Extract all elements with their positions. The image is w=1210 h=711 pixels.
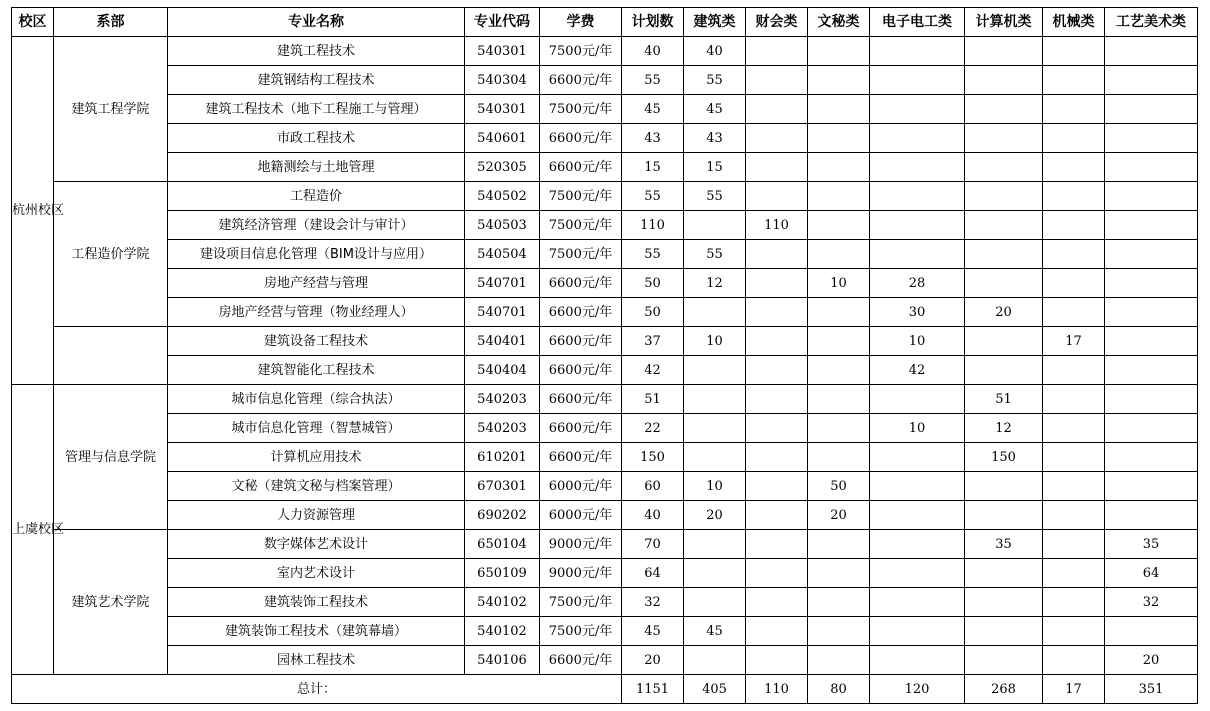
tuition-cell: 6600元/年 bbox=[540, 414, 622, 443]
mechanical-cell: 17 bbox=[1043, 327, 1105, 356]
arts-cell: 35 bbox=[1105, 530, 1198, 559]
table-row bbox=[12, 153, 1198, 182]
accounting-cell bbox=[746, 153, 808, 182]
accounting-cell bbox=[746, 240, 808, 269]
electrical-cell bbox=[870, 617, 965, 646]
accounting-cell bbox=[746, 617, 808, 646]
accounting-cell bbox=[746, 588, 808, 617]
arts-cell bbox=[1105, 617, 1198, 646]
major-code-cell: 650109 bbox=[465, 559, 540, 588]
accounting-cell bbox=[746, 327, 808, 356]
computer-cell bbox=[965, 211, 1043, 240]
mechanical-cell bbox=[1043, 443, 1105, 472]
major-code-cell: 540404 bbox=[465, 356, 540, 385]
plan-count-cell: 22 bbox=[622, 414, 684, 443]
major-name-cell: 城市信息化管理（智慧城管） bbox=[168, 414, 465, 443]
secretary-cell bbox=[808, 530, 870, 559]
total-value-cell: 1151 bbox=[622, 675, 684, 704]
tuition-cell: 6600元/年 bbox=[540, 66, 622, 95]
secretary-cell bbox=[808, 646, 870, 675]
plan-count-cell: 64 bbox=[622, 559, 684, 588]
table-row bbox=[12, 356, 1198, 385]
electrical-cell bbox=[870, 530, 965, 559]
construction-cell bbox=[684, 646, 746, 675]
computer-cell bbox=[965, 240, 1043, 269]
arts-cell bbox=[1105, 298, 1198, 327]
tuition-cell: 7500元/年 bbox=[540, 37, 622, 66]
major-name-cell: 建筑工程技术 bbox=[168, 37, 465, 66]
table-row bbox=[12, 269, 1198, 298]
mechanical-cell bbox=[1043, 182, 1105, 211]
construction-cell: 10 bbox=[684, 472, 746, 501]
total-value-cell: 17 bbox=[1043, 675, 1105, 704]
header-row bbox=[12, 8, 1198, 37]
tuition-cell: 9000元/年 bbox=[540, 530, 622, 559]
construction-cell bbox=[684, 298, 746, 327]
table-row bbox=[12, 124, 1198, 153]
major-name-cell: 房地产经营与管理（物业经理人） bbox=[168, 298, 465, 327]
computer-cell: 150 bbox=[965, 443, 1043, 472]
computer-cell: 51 bbox=[965, 385, 1043, 414]
accounting-cell bbox=[746, 385, 808, 414]
major-name-cell: 工程造价 bbox=[168, 182, 465, 211]
table-row bbox=[12, 211, 1198, 240]
arts-cell: 32 bbox=[1105, 588, 1198, 617]
accounting-cell bbox=[746, 124, 808, 153]
table-row bbox=[12, 66, 1198, 95]
construction-cell: 15 bbox=[684, 153, 746, 182]
construction-cell: 12 bbox=[684, 269, 746, 298]
major-name-cell: 室内艺术设计 bbox=[168, 559, 465, 588]
major-code-cell: 540401 bbox=[465, 327, 540, 356]
plan-count-cell: 50 bbox=[622, 269, 684, 298]
header-computer: 计算机类 bbox=[965, 8, 1043, 37]
accounting-cell bbox=[746, 298, 808, 327]
header-accounting: 财会类 bbox=[746, 8, 808, 37]
accounting-cell bbox=[746, 37, 808, 66]
tuition-cell: 6600元/年 bbox=[540, 269, 622, 298]
header-tuition: 学费 bbox=[540, 8, 622, 37]
plan-count-cell: 110 bbox=[622, 211, 684, 240]
header-department: 系部 bbox=[54, 8, 168, 37]
secretary-cell bbox=[808, 95, 870, 124]
plan-count-cell: 15 bbox=[622, 153, 684, 182]
secretary-cell bbox=[808, 617, 870, 646]
computer-cell bbox=[965, 182, 1043, 211]
electrical-cell: 10 bbox=[870, 327, 965, 356]
table-row bbox=[12, 385, 1198, 414]
construction-cell: 10 bbox=[684, 327, 746, 356]
header-arts: 工艺美术类 bbox=[1105, 8, 1198, 37]
arts-cell bbox=[1105, 211, 1198, 240]
major-code-cell: 540106 bbox=[465, 646, 540, 675]
tuition-cell: 7500元/年 bbox=[540, 211, 622, 240]
tuition-cell: 9000元/年 bbox=[540, 559, 622, 588]
arts-cell bbox=[1105, 443, 1198, 472]
arts-cell bbox=[1105, 501, 1198, 530]
construction-cell: 43 bbox=[684, 124, 746, 153]
mechanical-cell bbox=[1043, 646, 1105, 675]
mechanical-cell bbox=[1043, 153, 1105, 182]
tuition-cell: 6600元/年 bbox=[540, 327, 622, 356]
secretary-cell bbox=[808, 559, 870, 588]
tuition-cell: 7500元/年 bbox=[540, 617, 622, 646]
plan-count-cell: 45 bbox=[622, 617, 684, 646]
major-name-cell: 市政工程技术 bbox=[168, 124, 465, 153]
arts-cell bbox=[1105, 182, 1198, 211]
total-value-cell: 405 bbox=[684, 675, 746, 704]
computer-cell: 20 bbox=[965, 298, 1043, 327]
computer-cell bbox=[965, 95, 1043, 124]
plan-count-cell: 55 bbox=[622, 182, 684, 211]
secretary-cell bbox=[808, 414, 870, 443]
major-name-cell: 园林工程技术 bbox=[168, 646, 465, 675]
header-secretary: 文秘类 bbox=[808, 8, 870, 37]
table-row bbox=[12, 559, 1198, 588]
arts-cell bbox=[1105, 153, 1198, 182]
major-name-cell: 建筑钢结构工程技术 bbox=[168, 66, 465, 95]
major-name-cell: 建筑经济管理（建设会计与审计） bbox=[168, 211, 465, 240]
table-row bbox=[12, 588, 1198, 617]
major-code-cell: 540102 bbox=[465, 617, 540, 646]
plan-count-cell: 51 bbox=[622, 385, 684, 414]
major-code-cell: 540301 bbox=[465, 95, 540, 124]
electrical-cell bbox=[870, 472, 965, 501]
computer-cell bbox=[965, 269, 1043, 298]
major-name-cell: 建筑工程技术（地下工程施工与管理） bbox=[168, 95, 465, 124]
computer-cell bbox=[965, 327, 1043, 356]
mechanical-cell bbox=[1043, 37, 1105, 66]
accounting-cell bbox=[746, 530, 808, 559]
accounting-cell bbox=[746, 95, 808, 124]
secretary-cell bbox=[808, 385, 870, 414]
header-mechanical: 机械类 bbox=[1043, 8, 1105, 37]
department-cell: 工程造价学院 bbox=[54, 182, 168, 327]
tuition-cell: 6600元/年 bbox=[540, 385, 622, 414]
plan-count-cell: 32 bbox=[622, 588, 684, 617]
tuition-cell: 6600元/年 bbox=[540, 298, 622, 327]
major-name-cell: 房地产经营与管理 bbox=[168, 269, 465, 298]
arts-cell bbox=[1105, 269, 1198, 298]
major-code-cell: 670301 bbox=[465, 472, 540, 501]
header-campus: 校区 bbox=[12, 8, 54, 37]
major-code-cell: 650104 bbox=[465, 530, 540, 559]
major-name-cell: 建筑智能化工程技术 bbox=[168, 356, 465, 385]
major-code-cell: 540304 bbox=[465, 66, 540, 95]
mechanical-cell bbox=[1043, 617, 1105, 646]
total-label: 总计： bbox=[12, 675, 622, 704]
tuition-cell: 6600元/年 bbox=[540, 443, 622, 472]
construction-cell bbox=[684, 588, 746, 617]
electrical-cell: 10 bbox=[870, 414, 965, 443]
accounting-cell bbox=[746, 269, 808, 298]
construction-cell bbox=[684, 559, 746, 588]
computer-cell bbox=[965, 617, 1043, 646]
major-code-cell: 540301 bbox=[465, 37, 540, 66]
major-name-cell: 人力资源管理 bbox=[168, 501, 465, 530]
major-code-cell: 540701 bbox=[465, 298, 540, 327]
major-name-cell: 建设项目信息化管理（BIM设计与应用） bbox=[168, 240, 465, 269]
arts-cell bbox=[1105, 385, 1198, 414]
arts-cell bbox=[1105, 37, 1198, 66]
plan-count-cell: 43 bbox=[622, 124, 684, 153]
enrollment-plan-table bbox=[11, 7, 1198, 704]
accounting-cell: 110 bbox=[746, 211, 808, 240]
accounting-cell bbox=[746, 66, 808, 95]
plan-count-cell: 42 bbox=[622, 356, 684, 385]
electrical-cell bbox=[870, 66, 965, 95]
construction-cell bbox=[684, 414, 746, 443]
header-electrical: 电子电工类 bbox=[870, 8, 965, 37]
secretary-cell bbox=[808, 37, 870, 66]
electrical-cell: 28 bbox=[870, 269, 965, 298]
mechanical-cell bbox=[1043, 298, 1105, 327]
tuition-cell: 7500元/年 bbox=[540, 240, 622, 269]
major-code-cell: 540701 bbox=[465, 269, 540, 298]
electrical-cell bbox=[870, 37, 965, 66]
tuition-cell: 6600元/年 bbox=[540, 646, 622, 675]
computer-cell bbox=[965, 588, 1043, 617]
computer-cell: 35 bbox=[965, 530, 1043, 559]
computer-cell bbox=[965, 559, 1043, 588]
computer-cell bbox=[965, 66, 1043, 95]
major-code-cell: 540503 bbox=[465, 211, 540, 240]
plan-count-cell: 50 bbox=[622, 298, 684, 327]
tuition-cell: 6000元/年 bbox=[540, 472, 622, 501]
tuition-cell: 7500元/年 bbox=[540, 182, 622, 211]
major-name-cell: 城市信息化管理（综合执法） bbox=[168, 385, 465, 414]
major-code-cell: 540502 bbox=[465, 182, 540, 211]
arts-cell bbox=[1105, 356, 1198, 385]
table-row bbox=[12, 182, 1198, 211]
electrical-cell bbox=[870, 385, 965, 414]
accounting-cell bbox=[746, 182, 808, 211]
arts-cell bbox=[1105, 95, 1198, 124]
secretary-cell bbox=[808, 327, 870, 356]
plan-count-cell: 70 bbox=[622, 530, 684, 559]
construction-cell: 40 bbox=[684, 37, 746, 66]
accounting-cell bbox=[746, 646, 808, 675]
mechanical-cell bbox=[1043, 530, 1105, 559]
header-construction: 建筑类 bbox=[684, 8, 746, 37]
construction-cell bbox=[684, 530, 746, 559]
table-row bbox=[12, 472, 1198, 501]
electrical-cell bbox=[870, 501, 965, 530]
construction-cell: 55 bbox=[684, 182, 746, 211]
mechanical-cell bbox=[1043, 559, 1105, 588]
tuition-cell: 6600元/年 bbox=[540, 153, 622, 182]
arts-cell bbox=[1105, 472, 1198, 501]
plan-count-cell: 60 bbox=[622, 472, 684, 501]
major-name-cell: 建筑装饰工程技术（建筑幕墙） bbox=[168, 617, 465, 646]
secretary-cell bbox=[808, 66, 870, 95]
tuition-cell: 6600元/年 bbox=[540, 356, 622, 385]
mechanical-cell bbox=[1043, 356, 1105, 385]
table-row bbox=[12, 443, 1198, 472]
major-name-cell: 数字媒体艺术设计 bbox=[168, 530, 465, 559]
mechanical-cell bbox=[1043, 385, 1105, 414]
plan-count-cell: 55 bbox=[622, 66, 684, 95]
computer-cell bbox=[965, 501, 1043, 530]
mechanical-cell bbox=[1043, 124, 1105, 153]
major-code-cell: 610201 bbox=[465, 443, 540, 472]
total-value-cell: 120 bbox=[870, 675, 965, 704]
mechanical-cell bbox=[1043, 269, 1105, 298]
table-row bbox=[12, 240, 1198, 269]
construction-cell bbox=[684, 356, 746, 385]
major-code-cell: 540203 bbox=[465, 414, 540, 443]
arts-cell bbox=[1105, 327, 1198, 356]
header-major-code: 专业代码 bbox=[465, 8, 540, 37]
total-value-cell: 351 bbox=[1105, 675, 1198, 704]
construction-cell: 55 bbox=[684, 240, 746, 269]
major-code-cell: 540601 bbox=[465, 124, 540, 153]
major-code-cell: 540203 bbox=[465, 385, 540, 414]
total-value-cell: 80 bbox=[808, 675, 870, 704]
tuition-cell: 6000元/年 bbox=[540, 501, 622, 530]
table-body bbox=[12, 37, 1198, 704]
secretary-cell: 10 bbox=[808, 269, 870, 298]
major-code-cell: 540504 bbox=[465, 240, 540, 269]
mechanical-cell bbox=[1043, 95, 1105, 124]
plan-count-cell: 40 bbox=[622, 37, 684, 66]
mechanical-cell bbox=[1043, 472, 1105, 501]
total-row bbox=[12, 675, 1198, 704]
electrical-cell bbox=[870, 124, 965, 153]
table-row bbox=[12, 617, 1198, 646]
table-row bbox=[12, 95, 1198, 124]
electrical-cell bbox=[870, 646, 965, 675]
secretary-cell bbox=[808, 588, 870, 617]
campus-cell: 上虞校区 bbox=[12, 385, 54, 675]
major-name-cell: 文秘（建筑文秘与档案管理） bbox=[168, 472, 465, 501]
electrical-cell bbox=[870, 211, 965, 240]
mechanical-cell bbox=[1043, 240, 1105, 269]
mechanical-cell bbox=[1043, 66, 1105, 95]
construction-cell bbox=[684, 385, 746, 414]
department-cell: 建筑艺术学院 bbox=[54, 530, 168, 675]
table-row bbox=[12, 530, 1198, 559]
campus-cell: 杭州校区 bbox=[12, 37, 54, 385]
accounting-cell bbox=[746, 356, 808, 385]
mechanical-cell bbox=[1043, 414, 1105, 443]
arts-cell bbox=[1105, 240, 1198, 269]
electrical-cell: 42 bbox=[870, 356, 965, 385]
table-row bbox=[12, 646, 1198, 675]
plan-count-cell: 150 bbox=[622, 443, 684, 472]
accounting-cell bbox=[746, 501, 808, 530]
construction-cell: 20 bbox=[684, 501, 746, 530]
electrical-cell bbox=[870, 443, 965, 472]
arts-cell bbox=[1105, 66, 1198, 95]
plan-count-cell: 37 bbox=[622, 327, 684, 356]
major-code-cell: 540102 bbox=[465, 588, 540, 617]
table-row bbox=[12, 414, 1198, 443]
computer-cell: 12 bbox=[965, 414, 1043, 443]
table-row bbox=[12, 501, 1198, 530]
computer-cell bbox=[965, 153, 1043, 182]
mechanical-cell bbox=[1043, 501, 1105, 530]
department-cell: 建筑工程学院 bbox=[54, 37, 168, 182]
secretary-cell bbox=[808, 298, 870, 327]
total-value-cell: 268 bbox=[965, 675, 1043, 704]
tuition-cell: 7500元/年 bbox=[540, 95, 622, 124]
department-cell bbox=[54, 327, 168, 385]
accounting-cell bbox=[746, 559, 808, 588]
construction-cell bbox=[684, 443, 746, 472]
plan-count-cell: 40 bbox=[622, 501, 684, 530]
construction-cell bbox=[684, 211, 746, 240]
accounting-cell bbox=[746, 472, 808, 501]
accounting-cell bbox=[746, 414, 808, 443]
secretary-cell bbox=[808, 182, 870, 211]
tuition-cell: 7500元/年 bbox=[540, 588, 622, 617]
secretary-cell bbox=[808, 124, 870, 153]
secretary-cell bbox=[808, 153, 870, 182]
computer-cell bbox=[965, 356, 1043, 385]
major-code-cell: 690202 bbox=[465, 501, 540, 530]
header-major-name: 专业名称 bbox=[168, 8, 465, 37]
arts-cell bbox=[1105, 414, 1198, 443]
table-row bbox=[12, 298, 1198, 327]
header-plan-count: 计划数 bbox=[622, 8, 684, 37]
major-name-cell: 计算机应用技术 bbox=[168, 443, 465, 472]
plan-count-cell: 45 bbox=[622, 95, 684, 124]
table-row bbox=[12, 37, 1198, 66]
electrical-cell bbox=[870, 588, 965, 617]
computer-cell bbox=[965, 37, 1043, 66]
plan-count-cell: 55 bbox=[622, 240, 684, 269]
electrical-cell: 30 bbox=[870, 298, 965, 327]
computer-cell bbox=[965, 124, 1043, 153]
major-name-cell: 地籍测绘与土地管理 bbox=[168, 153, 465, 182]
total-value-cell: 110 bbox=[746, 675, 808, 704]
computer-cell bbox=[965, 646, 1043, 675]
arts-cell bbox=[1105, 124, 1198, 153]
arts-cell: 20 bbox=[1105, 646, 1198, 675]
secretary-cell bbox=[808, 211, 870, 240]
department-cell: 管理与信息学院 bbox=[54, 385, 168, 530]
electrical-cell bbox=[870, 240, 965, 269]
secretary-cell: 20 bbox=[808, 501, 870, 530]
electrical-cell bbox=[870, 559, 965, 588]
construction-cell: 45 bbox=[684, 617, 746, 646]
secretary-cell bbox=[808, 240, 870, 269]
electrical-cell bbox=[870, 95, 965, 124]
plan-count-cell: 20 bbox=[622, 646, 684, 675]
tuition-cell: 6600元/年 bbox=[540, 124, 622, 153]
major-name-cell: 建筑设备工程技术 bbox=[168, 327, 465, 356]
construction-cell: 45 bbox=[684, 95, 746, 124]
arts-cell: 64 bbox=[1105, 559, 1198, 588]
mechanical-cell bbox=[1043, 588, 1105, 617]
computer-cell bbox=[965, 472, 1043, 501]
secretary-cell bbox=[808, 356, 870, 385]
secretary-cell: 50 bbox=[808, 472, 870, 501]
mechanical-cell bbox=[1043, 211, 1105, 240]
electrical-cell bbox=[870, 182, 965, 211]
major-code-cell: 520305 bbox=[465, 153, 540, 182]
major-name-cell: 建筑装饰工程技术 bbox=[168, 588, 465, 617]
electrical-cell bbox=[870, 153, 965, 182]
accounting-cell bbox=[746, 443, 808, 472]
construction-cell: 55 bbox=[684, 66, 746, 95]
table-row bbox=[12, 327, 1198, 356]
secretary-cell bbox=[808, 443, 870, 472]
